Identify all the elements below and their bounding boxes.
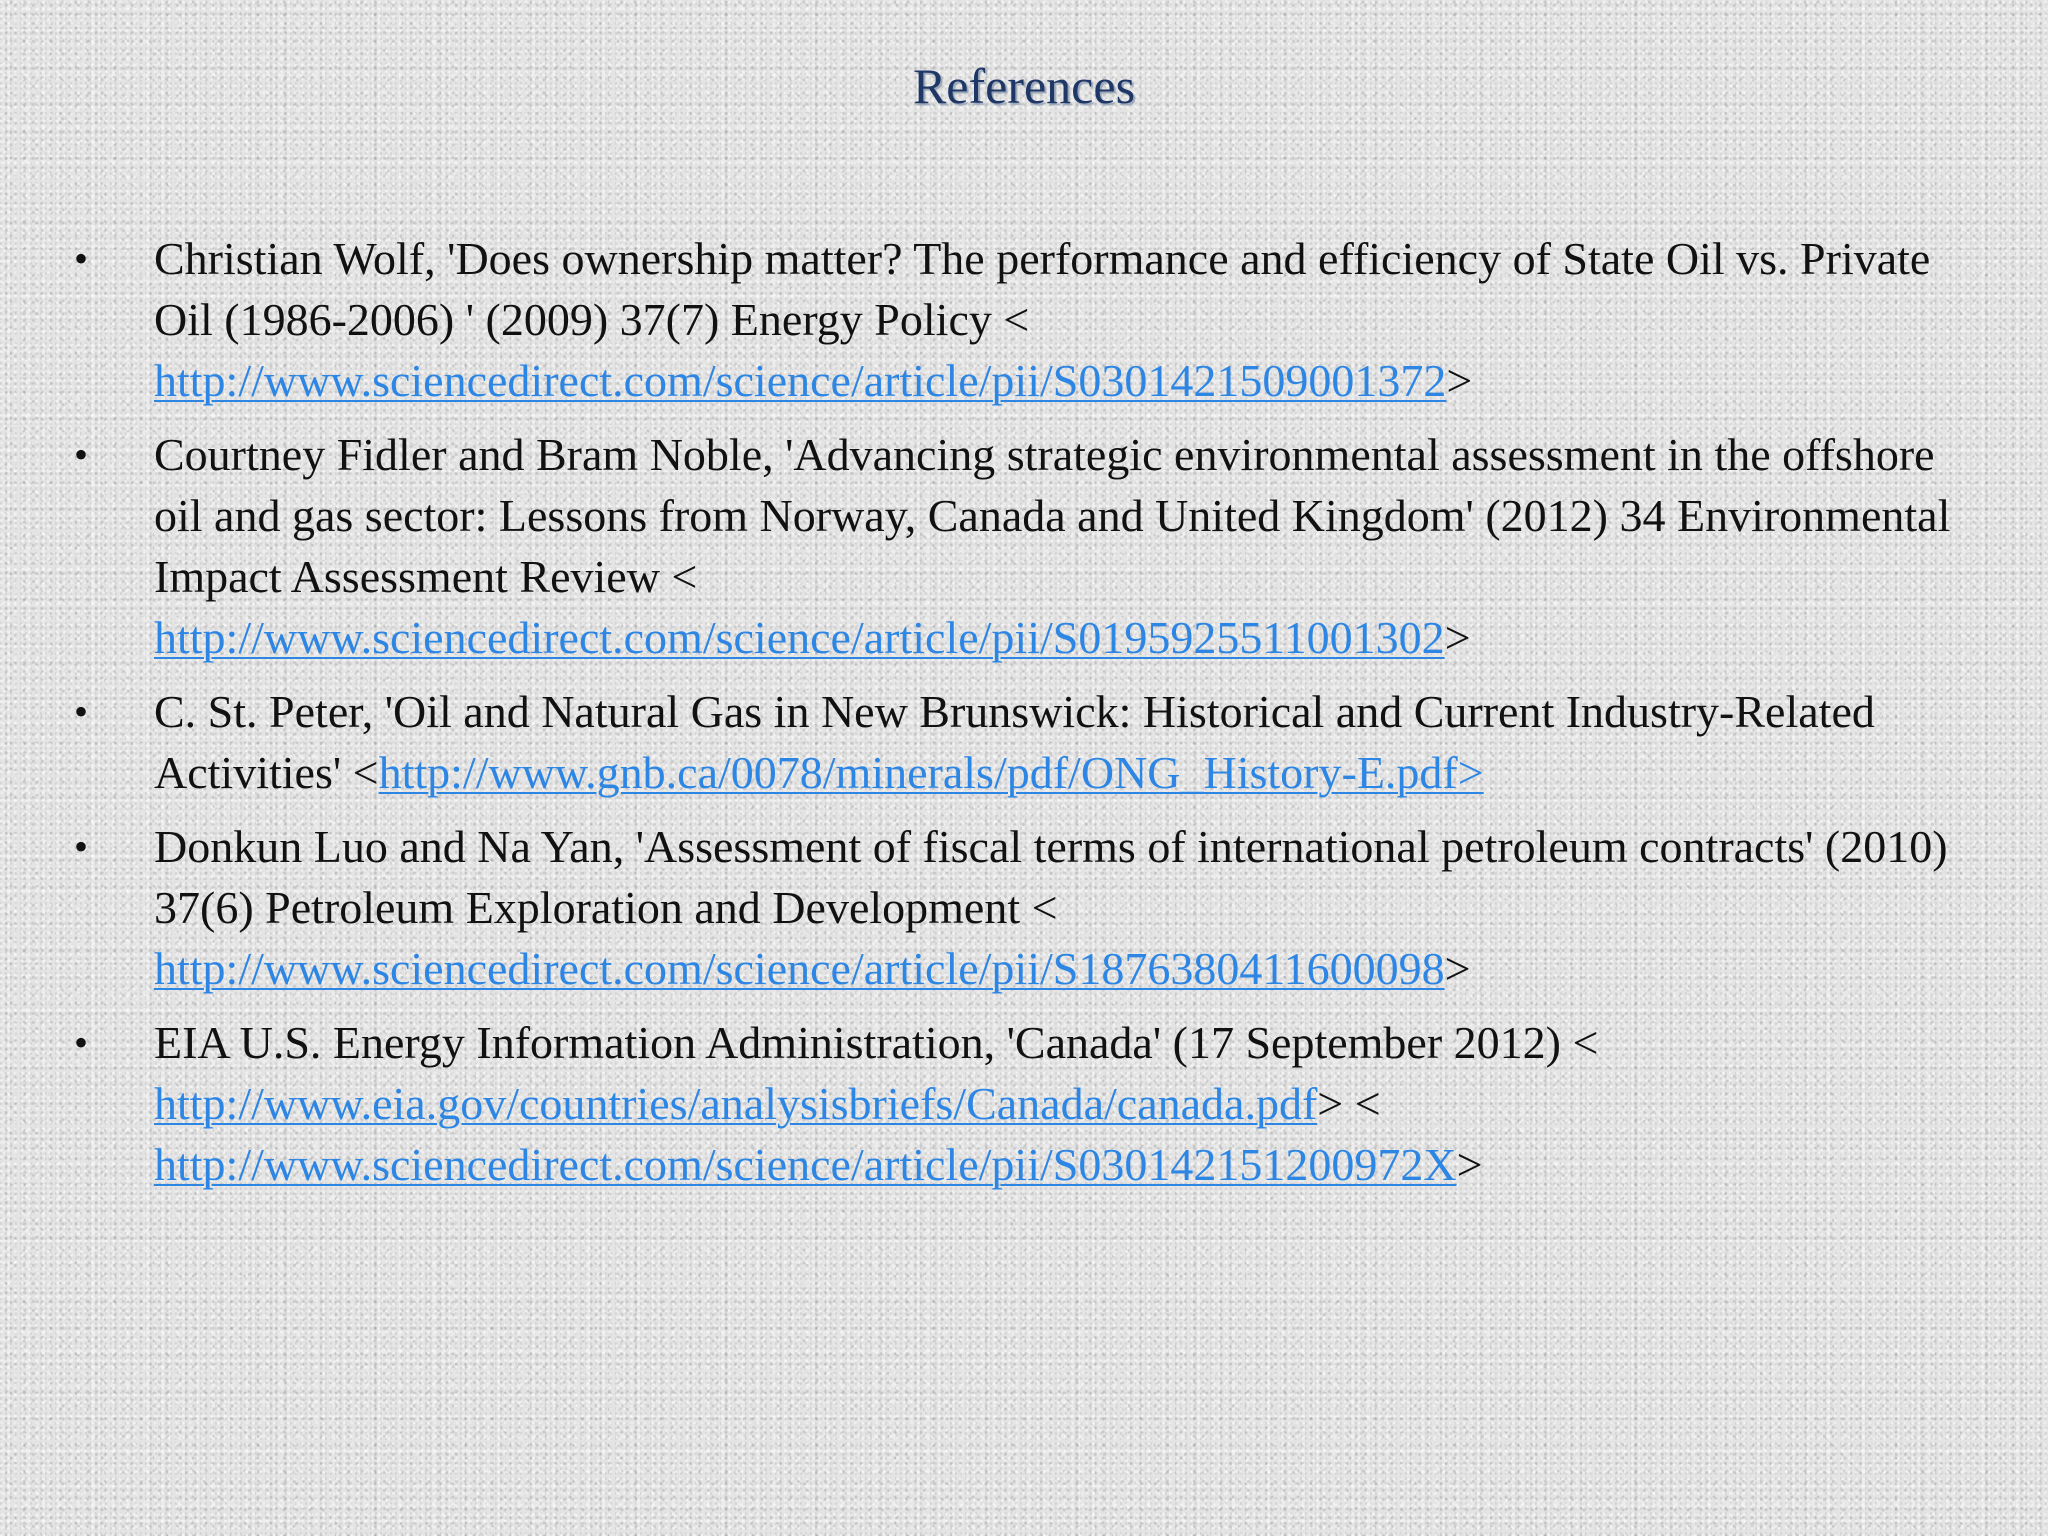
reference-link-separator: > < xyxy=(1317,1078,1381,1129)
bullet-icon: • xyxy=(74,1020,89,1065)
reference-link[interactable]: http://www.sciencedirect.com/science/article/pii/S0301421509001372 xyxy=(154,355,1447,406)
reference-item xyxy=(0,1012,2014,1195)
reference-text: Donkun Luo and Na Yan, 'Assessment of fiscal terms of international petroleum contracts' (2010) 37(6) Petroleum Exploration and Development < xyxy=(154,821,1948,933)
reference-item xyxy=(0,228,2014,411)
reference-link-suffix: > xyxy=(1444,612,1471,663)
reference-link-suffix: > xyxy=(1444,943,1471,994)
reference-item xyxy=(0,681,2014,803)
reference-link-suffix: > xyxy=(1446,355,1473,406)
reference-text: Courtney Fidler and Bram Noble, 'Advancing strategic environmental assessment in the offshore oil and gas sector: Lessons from Norway, Canada and United Kingdom' (2012) 34 Environmental Impact Assessment Review < xyxy=(154,429,1951,602)
bullet-icon: • xyxy=(74,432,89,477)
reference-list xyxy=(0,228,2048,1208)
reference-link-suffix: > xyxy=(1456,1139,1483,1190)
bullet-icon: • xyxy=(74,824,89,869)
reference-link[interactable]: http://www.sciencedirect.com/science/article/pii/S0195925511001302 xyxy=(154,612,1445,663)
reference-text: C. St. Peter, 'Oil and Natural Gas in New Brunswick: Historical and Current Industry-Related Activities' < xyxy=(154,686,1875,798)
bullet-icon: • xyxy=(74,236,89,281)
reference-text: EIA U.S. Energy Information Administration, 'Canada' (17 September 2012) < xyxy=(154,1017,1599,1068)
slide-title: References xyxy=(912,58,1136,114)
reference-item xyxy=(0,424,2014,668)
bullet-icon: • xyxy=(74,689,89,734)
reference-item xyxy=(0,816,2014,999)
reference-link[interactable]: http://www.gnb.ca/0078/minerals/pdf/ONG_History-E.pdf> xyxy=(378,747,1484,798)
reference-link[interactable]: http://www.sciencedirect.com/science/article/pii/S1876380411600098 xyxy=(154,943,1445,994)
reference-link[interactable]: http://www.sciencedirect.com/science/article/pii/S030142151200972X xyxy=(154,1139,1457,1190)
reference-link[interactable]: http://www.eia.gov/countries/analysisbriefs/Canada/canada.pdf xyxy=(154,1078,1318,1129)
reference-text: Christian Wolf, 'Does ownership matter? The performance and efficiency of State Oil vs. Private Oil (1986-2006) ' (2009) 37(7) Energy Policy < xyxy=(154,233,1931,345)
